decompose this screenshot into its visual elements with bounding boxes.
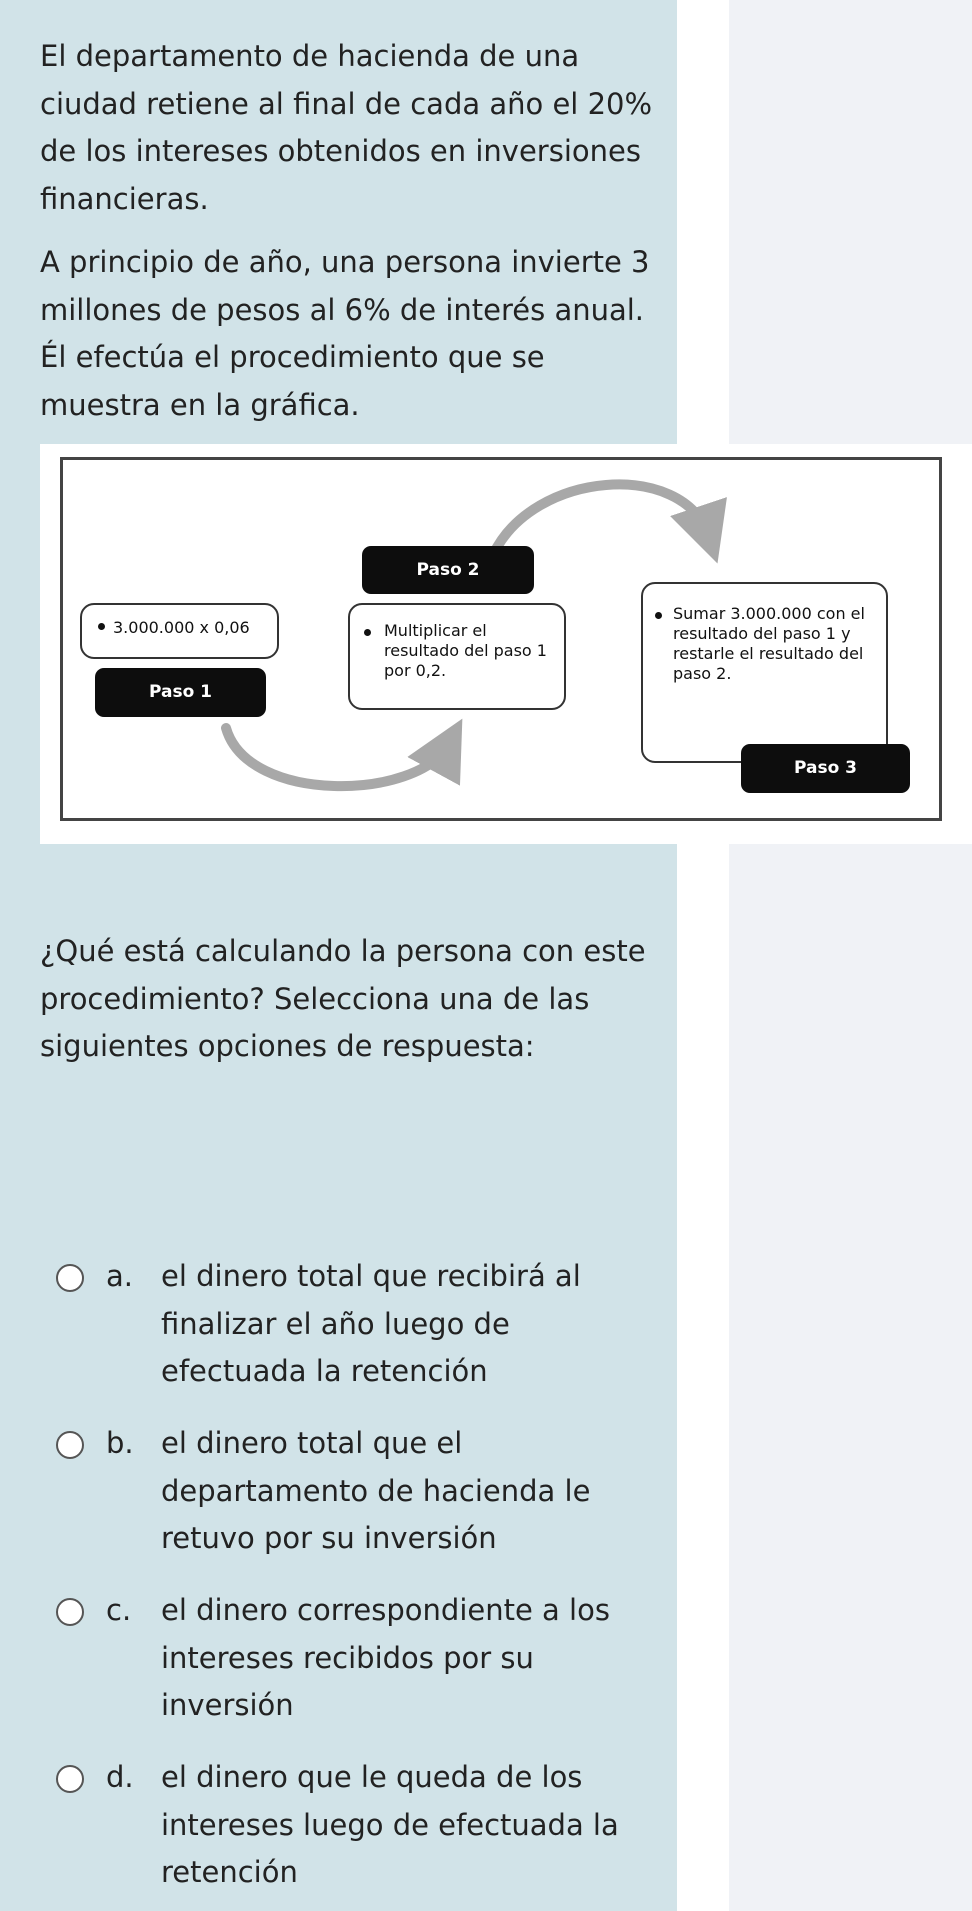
- step2-box: [348, 603, 566, 710]
- option-text: el dinero que le queda de los intereses luego de efectuada la retención: [161, 1760, 619, 1889]
- question-prompt: ¿Qué está calculando la persona con este procedimiento? Selecciona una de las siguientes opciones de respuesta:: [40, 934, 646, 1063]
- bullet-icon: [364, 629, 371, 636]
- step2-label: Paso 2: [362, 546, 534, 594]
- side-panel: [729, 0, 972, 1911]
- radio-button[interactable]: [56, 1264, 84, 1292]
- procedure-diagram: [60, 457, 942, 821]
- option-letter: d.: [106, 1760, 134, 1794]
- option-letter: c.: [106, 1593, 132, 1627]
- option-text: el dinero total que el departamento de hacienda le retuvo por su inversión: [161, 1426, 591, 1555]
- arrow-step2-to-step3: [493, 484, 708, 555]
- step3-text: Sumar 3.000.000 con el resultado del paso 1 y restarle el resultado del paso 2.: [673, 604, 865, 683]
- option-text: el dinero correspondiente a los intereses recibidos por su inversión: [161, 1593, 610, 1722]
- step2-text: Multiplicar el resultado del paso 1 por 0,2.: [384, 621, 547, 680]
- step1-box: [80, 603, 279, 659]
- option-text: el dinero total que recibirá al finalizar el año luego de efectuada la retención: [161, 1259, 581, 1388]
- option-letter: b.: [106, 1426, 134, 1460]
- answer-option-d[interactable]: [56, 1754, 666, 1896]
- question-intro: El departamento de hacienda de una ciudad retiene al final de cada año el 20% de los intereses obtenidos en inversiones financieras.: [40, 39, 653, 216]
- step1-text: 3.000.000 x 0,06: [113, 618, 250, 637]
- question-context: A principio de año, una persona invierte 3 millones de pesos al 6% de interés anual. Él efectúa el procedimiento que se muestra en la gráfica.: [40, 245, 650, 422]
- answer-option-a[interactable]: [56, 1253, 666, 1395]
- option-letter: a.: [106, 1259, 133, 1293]
- radio-button[interactable]: [56, 1431, 84, 1459]
- answer-option-c[interactable]: [56, 1587, 666, 1729]
- step3-label: Paso 3: [741, 744, 910, 793]
- step1-label: Paso 1: [95, 668, 266, 717]
- bullet-icon: [98, 623, 105, 630]
- radio-button[interactable]: [56, 1598, 84, 1626]
- answer-option-b[interactable]: [56, 1420, 666, 1562]
- bullet-icon: [655, 612, 662, 619]
- radio-button[interactable]: [56, 1765, 84, 1793]
- step3-box: [641, 582, 888, 763]
- arrow-step1-to-step2: [226, 728, 448, 786]
